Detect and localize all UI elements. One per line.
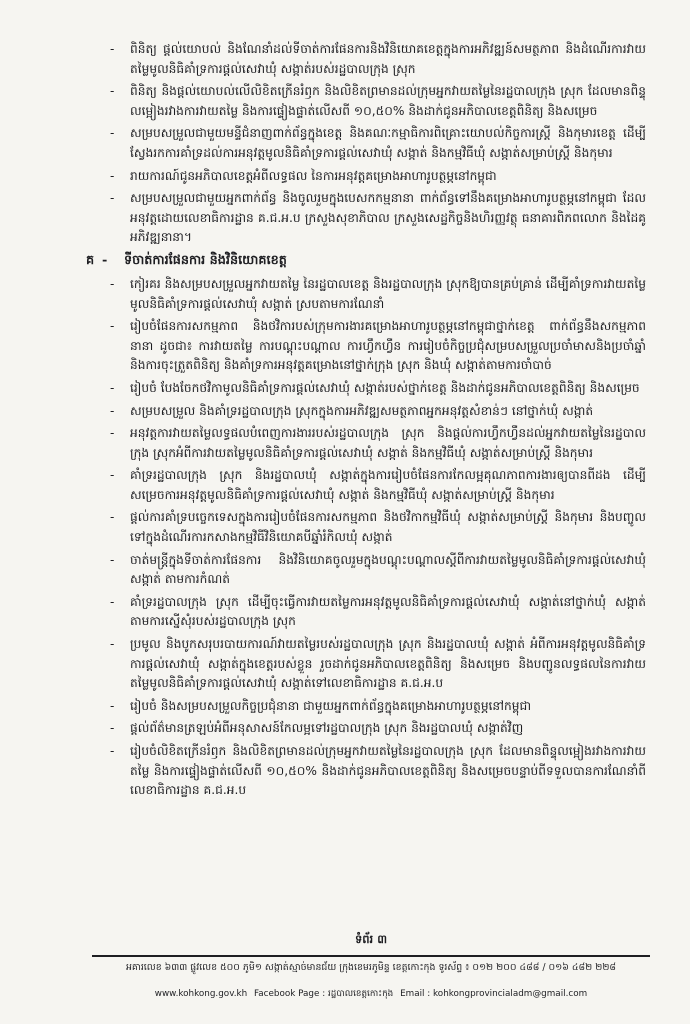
list-item [96, 719, 646, 739]
list-item [96, 742, 646, 801]
bullet: - [110, 552, 115, 567]
list-item [96, 189, 646, 248]
list-item [96, 466, 646, 505]
footer-contacts [96, 985, 646, 1003]
footer-website: www.kohkong.gov.kh [154, 989, 248, 999]
list-item-text: រៀបចំ និងសម្របសម្រួលកិច្ចប្រជុំនានា ជាមួយអ្នកពាក់ព័ន្ធក្នុងគម្រោងអាហារូបត្ថម្ភនៅកម្ពុជា [130, 698, 532, 713]
footer-divider [92, 955, 650, 957]
section-title: ទីចាត់ការផែនការ និងវិនិយោគខេត្ត [124, 252, 287, 268]
list-item-text: រៀបចំផែនការសកម្មភាព និងថវិការបស់ក្រុមការងារគម្រោងអាហារូបត្ថម្ភនៅកម្ពុជាថ្នាក់ខេត្ត ពាក់ព័ន្ធនឹងសកម្មភាពនានា ដូចជា៖ ការវាយតម្លៃ ការបណ្ដុះបណ្ដាល ការហ្វឹកហ្វឺន ការរៀបចំកិច្ចប្រជុំសម្របសម្រួលប្រចាំមាសនិងប្រចាំឆ្នាំ និងការចុះត្រួតពិនិត្យ និងគាំទ្រការអនុវត្តគម្រោងនៅថ្នាក់ក្រុង ស្រុក និងឃុំ សង្កាត់តាមការចាំបាច់ [130, 319, 646, 373]
bullet: - [110, 168, 115, 183]
list-item-text: ពិនិត្យ ផ្ដល់យោបល់ និងណែនាំដល់ទីចាត់ការផែនការនិងវិនិយោគខេត្តក្នុងការអភិវឌ្ឍន៍សមត្ថភាព និងដំណើរការវាយតម្លៃមូលនិធិគាំទ្រការផ្តល់សេវាឃុំ សង្កាត់របស់រដ្ឋបាលក្រុង ស្រុក [130, 42, 646, 76]
bullet: - [110, 403, 115, 418]
bullet: - [110, 84, 115, 99]
page-footer [96, 932, 646, 1003]
list-item-text: សម្របសម្រួល និងគាំទ្ររដ្ឋបាលក្រុង ស្រុកក្នុងការអភិវឌ្ឍសមត្ថភាពអ្នកអនុវត្តសំខាន់ៗ នៅថ្នាក់ឃុំ សង្កាត់ [130, 403, 594, 418]
bullet: - [110, 126, 115, 141]
list-item-text: រាយការណ៍ជូនអភិបាលខេត្តអំពីលទ្ធផល នៃការអនុវត្តគម្រោងអាហារូបត្ថម្ភនៅកម្ពុជា [130, 168, 497, 183]
bullet: - [110, 698, 115, 713]
list-item-text: សម្របសម្រួលជាមួយអ្នកពាក់ព័ន្ធ និងចូលរួមក្នុងបេសកកម្មនានា ពាក់ព័ន្ធទៅនឹងគម្រោងអាហារូបត្ថម្ភនៅកម្ពុជា ដែលអនុវត្តដោយលេខាធិការដ្ឋាន គ.ជ.អ.ប ក្រសួងសុខាភិបាល ក្រសួងសេដ្ឋកិច្ចនិងហិរញ្ញវត្ថុ ធនាគារពិភពលោក និងដៃគូអភិវឌ្ឍនានា។ [130, 191, 646, 245]
list-item-text: ចាត់មន្ត្រីក្នុងទីចាត់ការផែនការ និងវិនិយោគចូលរួមក្នុងបណ្ដុះបណ្ដាលស្ដីពីការវាយតម្លៃមូលនិធិគាំទ្រការផ្តល់សេវាឃុំ សង្កាត់ តាមការកំណត់ [130, 552, 646, 587]
list-item [96, 508, 646, 547]
section-letter: គ [86, 252, 95, 268]
list-item [96, 593, 646, 632]
list-item [96, 317, 646, 376]
list-item-text: ប្រមូល និងបូកសរុបរបាយការណ៍វាយតម្លៃរបស់រដ្ឋបាលក្រុង ស្រុក និងរដ្ឋបាលឃុំ សង្កាត់ អំពីការអនុវត្តមូលនិធិគាំទ្រការផ្តល់សេវាឃុំ សង្កាត់ក្នុងខេត្តរបស់ខ្លួន រួចដាក់ជូនអភិបាលខេត្តពិនិត្យ និងសម្រេច និងបញ្ជូនលទ្ធផលនៃការវាយតម្លៃមូលនិធិគាំទ្រការផ្តល់សេវាឃុំ សង្កាត់ទៅលេខាធិការដ្ឋាន គ.ជ.អ.ប [130, 637, 646, 691]
list-item-text: អនុវត្តការវាយតម្លៃលទ្ធផលបំពេញការងាររបស់រដ្ឋបាលក្រុង ស្រុក និងផ្តល់ការហ្វឹកហ្វឺនដល់អ្នកវាយតម្លៃនៃរដ្ឋបាលក្រុង ស្រុកអំពីការវាយតម្លៃមូលនិធិគាំទ្រការផ្តល់សេវាឃុំ សង្កាត់ និងកម្មវិធីឃុំ សង្កាត់សម្រាប់ស្ត្រី និងកុមារ [130, 426, 646, 460]
bullet: - [110, 744, 115, 758]
bullet: - [110, 426, 115, 441]
bullet: - [110, 191, 115, 206]
bullet: - [110, 637, 115, 652]
bullet: - [110, 380, 115, 395]
list-item [96, 402, 646, 422]
bullet: - [110, 594, 115, 609]
bullet: - [110, 42, 115, 56]
bullet: - [110, 468, 115, 483]
responsibility-list-planning [96, 275, 646, 801]
list-item [96, 551, 646, 590]
footer-address: អគារលេខ ៦៣៣ ផ្លូវលេខ ៥០០ ភូមិ១ សង្កាត់ស្មាច់មានជ័យ ក្រុងខេមរភូមិន្ទ ខេត្តកោះកុង ទូរស័ព្ទ ៖ ០១២ ២០០ ៤៨៨ / ០១៦ ៤៨២ ២២៨ [125, 962, 617, 973]
bullet: - [110, 319, 115, 334]
footer-email: Email : kohkongprovincialadm@gmail.com [400, 989, 588, 999]
list-item-text: គាំទ្ររដ្ឋបាលក្រុង ស្រុក និងរដ្ឋបាលឃុំ សង្កាត់ក្នុងការរៀបចំផែនការកែលម្អគុណភាពការងារឲ្យបានពីដង ដើម្បីសម្រេចការអនុវត្តមូលនិធិគាំទ្រការផ្តល់សេវាឃុំ សង្កាត់ និងកម្មវិធីឃុំ សង្កាត់សម្រាប់ស្ត្រី និងកុមារ [130, 468, 646, 502]
list-item [96, 124, 646, 163]
document-body [86, 40, 646, 804]
list-item-text: គាំទ្ររដ្ឋបាលក្រុង ស្រុក ដើម្បីចុះធ្វើការវាយតម្លៃការអនុវត្តមូលនិធិគាំទ្រការផ្តល់សេវាឃុំ សង្កាត់នៅថ្នាក់ឃុំ សង្កាត់ តាមការស្នើសុំរបស់រដ្ឋបាលក្រុង ស្រុក [130, 594, 646, 629]
list-item [96, 82, 646, 121]
footer-facebook: Facebook Page : រដ្ឋបាលខេត្តកោះកុង [253, 989, 394, 999]
list-item-text: រៀបចំ បែងចែកថវិកាមូលនិធិគាំទ្រការផ្តល់សេវាឃុំ សង្កាត់របស់ថ្នាក់ខេត្ត និងដាក់ជូនអភិបាលខេត្តពិនិត្យ និងសម្រេច [130, 380, 640, 395]
list-item [96, 635, 646, 694]
list-item [96, 40, 646, 79]
list-item-text: ផ្តល់ការគាំទ្របច្ចេកទេសក្នុងការរៀបចំផែនការសកម្មភាព និងថវិកាកម្មវិធីឃុំ សង្កាត់សម្រាប់ស្ត្រី និងកុមារ និងបញ្ចូលទៅក្នុងដំណើរការកសាងកម្មវិធីវិនិយោគបីឆ្នាំរំកិលឃុំ សង្កាត់ [130, 510, 646, 545]
section-dash: - [102, 252, 108, 268]
list-item [96, 424, 646, 463]
list-item [96, 379, 646, 399]
list-item-text: ពិនិត្យ និងផ្ដល់យោបល់លើលិខិតក្រើនរំឭក និងលិខិតព្រមានដល់ក្រុមអ្នកវាយតម្លៃនៃរដ្ឋបាលក្រុង ស្រុក ដែលមានពិន្ទុលម្អៀងរវាងការវាយតម្លៃ និងការផ្ទៀងផ្ទាត់លើសពី ១០,៥០% និងដាក់ជូនអភិបាលខេត្តពិនិត្យ និងសម្រេច [130, 84, 646, 118]
section-heading [86, 251, 646, 271]
bullet: - [110, 276, 115, 291]
list-item-text: ផ្តល់ព័ត៌មានត្រឡប់អំពីអនុសាសន៍កែលម្អទៅរដ្ឋបាលក្រុង ស្រុក និងរដ្ឋបាលឃុំ សង្កាត់វិញ [130, 721, 524, 736]
list-item [96, 275, 646, 314]
list-item [96, 167, 646, 187]
bullet: - [110, 721, 115, 736]
list-item-text: រៀបចំលិខិតក្រើនរំឭក និងលិខិតព្រមានដល់ក្រុមអ្នកវាយតម្លៃនៃរដ្ឋបាលក្រុង ស្រុក ដែលមានពិន្ទុលម្អៀងរវាងការវាយតម្លៃ និងការផ្ទៀងផ្ទាត់លើសពី ១០,៥០% និងដាក់ជូនអភិបាលខេត្តពិនិត្យ និងសម្រេចបន្ទាប់ពីទទួលបានការណែនាំពីលេខាធិការដ្ឋាន គ.ជ.អ.ប [130, 744, 646, 798]
list-item [96, 697, 646, 717]
list-item-text: កៀរគរ និងសម្របសម្រួលអ្នកវាយតម្លៃ នៃរដ្ឋបាលខេត្ត និងរដ្ឋបាលក្រុង ស្រុកឱ្យបានគ្រប់គ្រាន់ ដើម្បីគាំទ្រការវាយតម្លៃមូលនិធិគាំទ្រការផ្តល់សេវាឃុំ សង្កាត់ ស្របតាមការណែនាំ [130, 276, 646, 311]
page-number: ទំព័រ ៣ [354, 932, 388, 946]
bullet: - [110, 510, 115, 525]
responsibility-list-continued [96, 40, 646, 248]
list-item-text: សម្របសម្រួលជាមួយមន្ទីជំនាញពាក់ព័ន្ធក្នុងខេត្ត និងគណៈកម្មាធិការពិគ្រោះយោបល់កិច្ចការស្ត្រី និងកុមារខេត្ត ដើម្បីស្វែងរកការគាំទ្រដល់ការអនុវត្តមូលនិធិគាំទ្រការផ្តល់សេវាឃុំ សង្កាត់ និងកម្មវិធីឃុំ សង្កាត់សម្រាប់ស្ត្រី និងកុមារ [130, 126, 646, 160]
